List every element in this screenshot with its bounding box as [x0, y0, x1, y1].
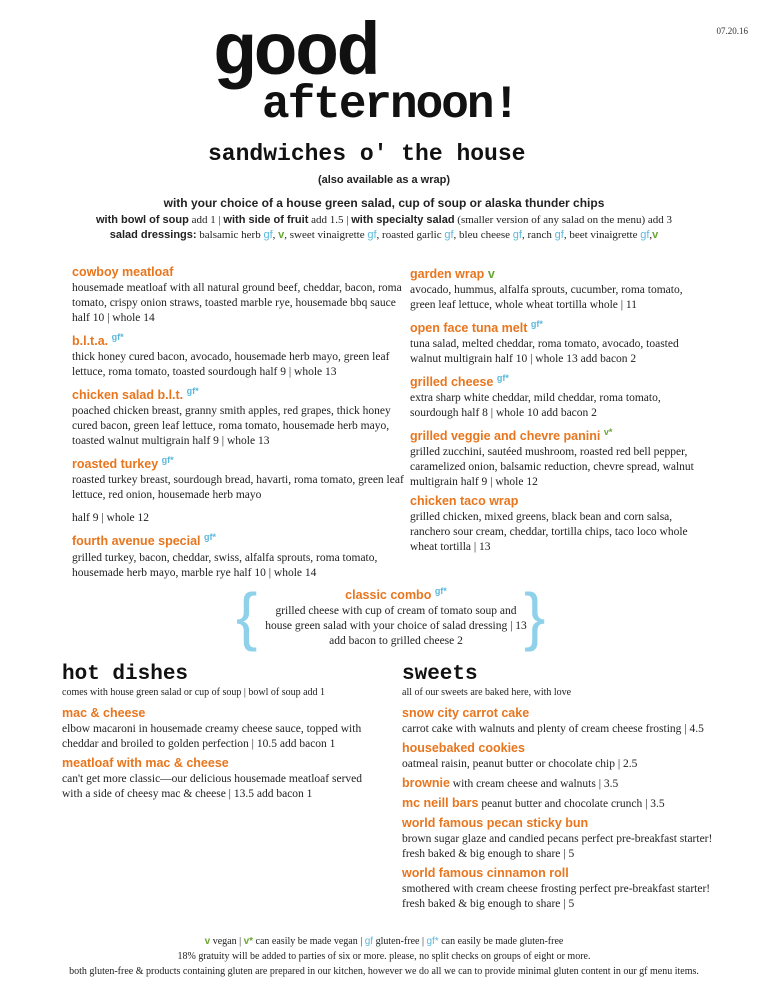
- menu-date: 07.20.16: [716, 26, 748, 36]
- dressing-ranch: ranch: [524, 229, 555, 241]
- item-desc: brown sugar glaze and candied pecans perfect pre-breakfast starter! fresh baked & big enough to share | 5: [402, 833, 713, 860]
- item-name: b.l.t.a. $^{gf*}$: [72, 332, 124, 349]
- menu-item: [402, 775, 732, 792]
- menu-item: [72, 383, 407, 449]
- dressing-beet-vinaigrette: beet vinaigrette: [566, 229, 641, 241]
- item-name: world famous pecan sticky bun: [402, 816, 589, 830]
- gf-tag: gf*: [434, 586, 447, 596]
- item-name: housebaked cookies: [402, 741, 525, 755]
- menu-item: [410, 370, 710, 421]
- addon-fruit-label: with side of fruit: [223, 214, 309, 226]
- menu-item: [402, 865, 732, 912]
- addon-salad-text: (smaller version of any salad on the menu) add 3: [454, 214, 673, 226]
- menu-item: [62, 755, 382, 802]
- vegan-tag: v: [204, 936, 211, 947]
- item-desc: can't get more classic—our delicious housemade meatloaf served with a side of cheesy mac & cheese | 13.5 add bacon 1: [62, 773, 363, 800]
- menu-item: [402, 705, 732, 737]
- item-name: open face tuna melt $^{gf*}$: [410, 319, 543, 336]
- item-name: mc neill bars: [402, 796, 479, 810]
- item-desc: housemade meatloaf with all natural ground beef, cheddar, bacon, roma tomato, crispy onion straws, toasted marble rye, housemade bbq sauce half 10 | whole 14: [72, 282, 402, 324]
- item-desc: peanut butter and chocolate crunch | 3.5: [478, 798, 665, 810]
- legend-gf-text: gluten-free |: [373, 936, 427, 947]
- gf-tag: gf*: [111, 332, 124, 342]
- item-name: cowboy meatloaf: [72, 265, 174, 279]
- item-desc: oatmeal raisin, peanut butter or chocolate chip | 2.5: [402, 758, 638, 770]
- combo-line-1: grilled cheese with cup of cream of tomato soup and: [275, 605, 517, 618]
- left-brace-icon: {: [236, 580, 258, 652]
- item-desc: with cream cheese and walnuts | 3.5: [449, 778, 619, 790]
- gf-optional-tag: gf*: [426, 936, 439, 947]
- sandwiches-left-column: [72, 264, 407, 584]
- section-title-sweets: sweets: [402, 663, 478, 686]
- menu-item: [72, 264, 407, 326]
- legend-line: [0, 935, 768, 948]
- item-name: meatloaf with mac & cheese: [62, 756, 229, 770]
- menu-item: [402, 815, 732, 862]
- combo-line-2: house green salad with your choice of salad dressing | 13: [265, 620, 527, 633]
- item-desc: grilled turkey, bacon, cheddar, swiss, alfalfa sprouts, roma tomato, housemade herb mayo, marble rye half 10 | whole 14: [72, 551, 378, 579]
- addon-soup-price: add 1 |: [188, 214, 224, 226]
- gf-tag: gf: [512, 229, 522, 241]
- gf-tag: gf: [263, 229, 273, 241]
- item-desc: avocado, hummus, alfalfa sprouts, cucumber, roma tomato, green leaf lettuce, whole wheat tortilla whole | 11: [410, 284, 683, 311]
- gf-tag: gf*: [496, 373, 509, 384]
- item-desc: elbow macaroni in housemade creamy cheese sauce, topped with cheddar and broiled to golden perfection | 10.5 add bacon 1: [62, 723, 362, 750]
- sandwiches-right-column: [410, 266, 710, 558]
- item-name: snow city carrot cake: [402, 706, 530, 720]
- legend-vegan-optional-text: can easily be made vegan |: [253, 936, 365, 947]
- classic-combo: [260, 583, 532, 649]
- item-name: roasted turkey $^{gf*}$: [72, 455, 174, 472]
- menu-item: [402, 795, 732, 812]
- section-title-hot-dishes: hot dishes: [62, 663, 189, 686]
- menu-item: [72, 452, 407, 526]
- item-desc: extra sharp white cheddar, mild cheddar, roma tomato, sourdough half 8 | whole 10 add bacon 2: [410, 392, 661, 420]
- vegan-optional-tag: v*: [243, 936, 254, 947]
- gf-tag: gf*: [161, 455, 174, 466]
- item-desc: poached chicken breast, granny smith apples, red grapes, thick honey cured bacon, green leaf lettuce, roma tomato, housemade herb mayo, toasted walnut multigrain half 9 | whole 13: [72, 405, 391, 448]
- dressings-label: salad dressings:: [109, 229, 197, 241]
- title-good: good: [212, 13, 378, 97]
- hot-dishes-subtitle: comes with house green salad or cup of soup | bowl of soup add 1: [62, 687, 326, 698]
- gf-tag: gf: [367, 229, 377, 241]
- title-afternoon: afternoon!: [262, 79, 519, 131]
- item-desc: carrot cake with walnuts and plenty of cream cheese frosting | 4.5: [402, 723, 704, 735]
- sweets-section: [402, 664, 732, 915]
- item-desc: grilled zucchini, sautéed mushroom, roasted red bell pepper, caramelized onion, balsamic reduction, chevre spread, walnut multigrain half 9 | whole 12: [410, 446, 694, 489]
- legend-gf-optional-text: can easily be made gluten-free: [438, 936, 564, 947]
- item-name: grilled cheese $^{gf*}$: [410, 373, 509, 390]
- item-desc: thick honey cured bacon, avocado, housemade herb mayo, green leaf lettuce, roma tomato, toasted sourdough half 9 | whole 13: [72, 351, 390, 379]
- menu-item: [410, 316, 710, 367]
- dressing-roasted-garlic: roasted garlic: [379, 229, 445, 241]
- menu-item: [402, 740, 732, 772]
- gratuity-note: 18% gratuity will be added to parties of six or more. please, no split checks on groups of eight or more.: [177, 951, 591, 962]
- right-brace-icon: }: [524, 580, 546, 652]
- item-desc: smothered with cream cheese frosting perfect pre-breakfast starter! fresh baked & big enough to share | 5: [402, 883, 711, 910]
- item-name: classic combo $^{gf*}$: [345, 586, 447, 603]
- gf-tag: gf: [444, 229, 454, 241]
- wrap-note: (also available as a wrap): [317, 174, 451, 186]
- vegan-tag: v*: [603, 427, 613, 438]
- menu-item: [62, 705, 382, 752]
- item-price: half 9 | whole 12: [72, 512, 150, 525]
- addons-line: [0, 213, 768, 227]
- addon-soup-label: with bowl of soup: [95, 214, 189, 226]
- addon-salad-label: with specialty salad: [351, 214, 455, 226]
- legend-vegan-text: vegan |: [210, 936, 244, 947]
- item-name: chicken taco wrap: [410, 494, 519, 509]
- item-desc: roasted turkey breast, sourdough bread, havarti, roma tomato, green leaf lettuce, red onion, housemade herb mayo: [72, 474, 404, 502]
- addon-fruit-price: add 1.5 |: [308, 214, 352, 226]
- gf-tag: gf*: [186, 386, 199, 397]
- menu-item: [410, 424, 710, 490]
- gf-tag: gf*: [204, 532, 216, 543]
- gf-tag: gf*: [530, 319, 543, 329]
- menu-item: [72, 529, 407, 580]
- item-name: mac & cheese: [62, 706, 146, 720]
- item-desc: tuna salad, melted cheddar, roma tomato, avocado, toasted walnut multigrain half 10 | whole 13 add bacon 2: [410, 338, 679, 366]
- hot-dishes-section: [62, 664, 382, 805]
- item-name: brownie: [402, 776, 450, 790]
- item-name: garden wrap v: [410, 267, 495, 281]
- choice-line: with your choice of a house green salad, cup of soup or alaska thunder chips: [163, 196, 605, 210]
- gf-tag: gf: [640, 229, 650, 241]
- item-name: grilled veggie and chevre panini $^{v*}$: [410, 427, 613, 444]
- item-name: fourth avenue special $^{gf*}$: [72, 532, 216, 549]
- section-title-sandwiches: sandwiches o' the house: [208, 141, 526, 167]
- item-name: world famous cinnamon roll: [402, 866, 569, 880]
- dressing-sweet-vinaigrette: sweet vinaigrette: [287, 229, 368, 241]
- dressing-bleu-cheese: bleu cheese: [456, 229, 513, 241]
- menu-item: [410, 266, 710, 313]
- item-desc: grilled chicken, mixed greens, black bean and corn salsa, ranchero sour cream, cheddar, tortilla chips, taco loco whole wheat tortilla | 13: [410, 511, 688, 554]
- sweets-subtitle: all of our sweets are baked here, with love: [402, 687, 572, 698]
- menu-item: [72, 329, 407, 380]
- vegan-tag: v: [278, 229, 285, 241]
- gf-tag: gf: [364, 936, 374, 947]
- gluten-disclaimer: both gluten-free & products containing gluten are prepared in our kitchen, however we do all we can to provide minimal gluten content in our gf menu items.: [69, 966, 699, 977]
- item-name: chicken salad b.l.t. $^{gf*}$: [72, 386, 199, 403]
- vegan-tag: v: [652, 229, 659, 241]
- gf-tag: gf: [554, 229, 564, 241]
- combo-line-3: add bacon to grilled cheese 2: [329, 635, 463, 648]
- vegan-tag: v: [487, 267, 495, 281]
- dressing-balsamic: balsamic herb: [196, 229, 264, 241]
- dressings-line: salad dressings: balsamic herb gf, v, sweet vinaigrette gf, roasted garlic gf, bleu cheese gf, ranch gf, beet vinaigrette gf,v: [109, 229, 659, 241]
- menu-item: [410, 493, 710, 555]
